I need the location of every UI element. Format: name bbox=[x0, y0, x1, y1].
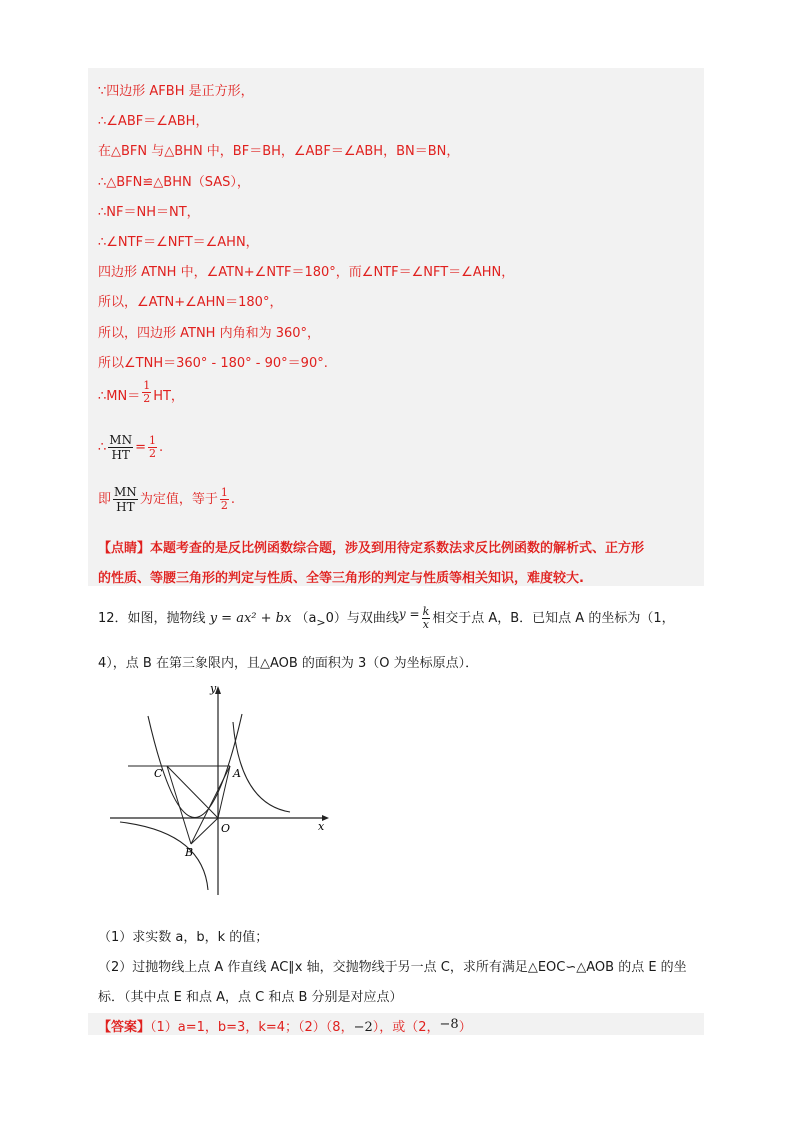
segment-ob bbox=[191, 818, 218, 844]
answer-line: 【答案】（1）a=1，b=3，k=4；（2）（8，−2），或（2，−8） bbox=[98, 1017, 472, 1035]
solution-line: ∵四边形 AFBH 是正方形， bbox=[98, 84, 254, 99]
solution-line-ratio: ∴ $\frac{MN}{HT}$ = $\frac{1}{2}$ . bbox=[98, 433, 164, 462]
hyperbola-branch-q3 bbox=[120, 822, 208, 890]
question-line: 12．如图，抛物线 y = ax² + bx $(a_>0)$与双曲线y = $\frac{k}{x}$ 相交于点 A，B．已知点 A 的坐标为（1， bbox=[98, 605, 675, 631]
solution-line-mn-half-ht: ∴MN＝ $\frac{1}{2}$ HT， bbox=[98, 379, 184, 405]
solution-line: ∴∠NTF＝∠NFT＝∠AHN， bbox=[98, 235, 259, 250]
question-part: （2）过抛物线上点 A 作直线 AC∥x 轴，交抛物线于另一点 C，求所有满足△EOC∽△AOB 的点 E 的坐 bbox=[98, 960, 687, 975]
comment-line: 的性质、等腰三角形的判定与性质、全等三角形的判定与性质等相关知识，难度较大. bbox=[98, 571, 584, 586]
comment-line: 【点睛】本题考查的是反比例函数综合题，涉及到用待定系数法求反比例函数的解析式、正方形 bbox=[98, 541, 645, 556]
solution-line: 所以，∠ATN+∠AHN＝180°， bbox=[98, 295, 283, 310]
label-o: O bbox=[221, 822, 231, 835]
solution-line: ∴∠ABF＝∠ABH， bbox=[98, 114, 209, 129]
question-line: 4），点 B 在第三象限内，且△AOB 的面积为 3（O 为坐标原点）． bbox=[98, 656, 479, 671]
solution-line: ∴△BFN≌△BHN（SAS）， bbox=[98, 175, 250, 190]
hyperbola-branch-q1 bbox=[233, 722, 290, 812]
label-a: A bbox=[233, 767, 241, 780]
question-part: （1）求实数 a，b，k 的值； bbox=[98, 930, 269, 945]
label-x: x bbox=[318, 820, 325, 833]
question-part: 标．（其中点 E 和点 A，点 C 和点 B 分别是对应点） bbox=[98, 990, 403, 1005]
label-c: C bbox=[154, 767, 163, 780]
parabola-hyperbola-figure bbox=[100, 680, 340, 900]
label-y: y bbox=[210, 682, 217, 695]
solution-line: ∴NF＝NH＝NT， bbox=[98, 205, 200, 220]
segment-oa bbox=[218, 766, 230, 818]
solution-line: 所以，四边形 ATNH 内角和为 360°， bbox=[98, 326, 321, 341]
solution-line: 在△BFN 与△BHN 中，BF＝BH，∠ABF＝∠ABH，BN＝BN， bbox=[98, 144, 460, 159]
label-b: B bbox=[185, 846, 194, 859]
solution-line: 所以∠TNH＝360° - 180° - 90°＝90°. bbox=[98, 356, 328, 371]
solution-line-conclusion: 即 $\frac{MN}{HT}$ 为定值，等于 $\frac{1}{2}$ . bbox=[98, 485, 235, 514]
solution-line: 四边形 ATNH 中，∠ATN+∠NTF＝180°，而∠NTF＝∠NFT＝∠AHN， bbox=[98, 265, 515, 280]
